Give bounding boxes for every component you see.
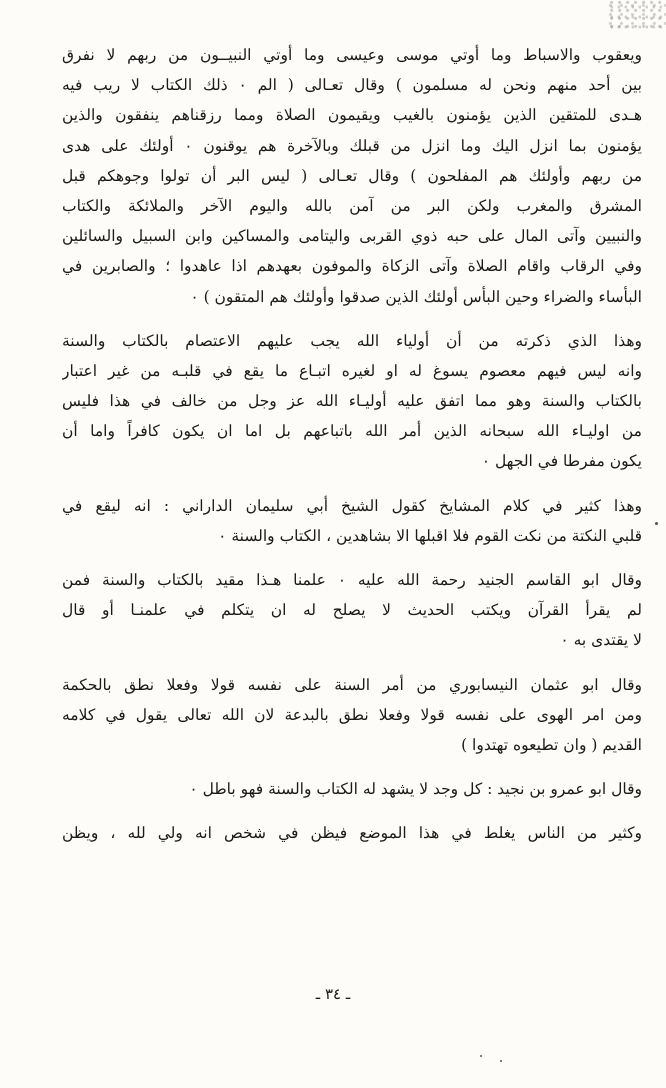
text-line: البأساء والضراء وحين البأس أولئك الذين صدقوا وأولئك هم المتقون ) ۰ (190, 287, 642, 306)
scan-speck (500, 1060, 502, 1062)
text-line: القديم ( وان تطيعوه تهتدوا ) (461, 735, 642, 754)
paragraph (62, 326, 642, 477)
text-line: وهذا كثير في كلام المشايخ كقول الشيخ أبي سليمان الداراني : انه ليقع في (62, 496, 642, 515)
text-line: من اوليـاء الله سبحانه الذين أمر الله باتباعهم بل اما ان يكون كافراً واما أن (62, 422, 642, 441)
text-line: وقال ابو عمرو بن نجيد : كل وجد لا يشهد له الكتاب والسنة فهو باطل ۰ (189, 780, 642, 799)
text-line: وكثير من الناس يغلط في هذا الموضع فيظن في شخص انه ولي لله ، ويظن (62, 824, 642, 843)
text-line: المشرق والمغرب ولكن البر من آمن بالله واليوم الآخر والملائكة والكتاب (62, 196, 642, 215)
text-line: بالكتاب والسنة وهو مما اتفق عليه أوليـاء الله عز وجل من خالف في هذا فليس (62, 392, 642, 411)
text-line: لم يقرأ القرآن ويكتب الحديث لا يصلح له ان يتكلم في علمنـا أو قال (62, 601, 642, 620)
text-line: هـدى للمتقين الذين يؤمنون بالغيب ويقيمون الصلاة ومما رزقناهم ينفقون والذين (62, 106, 642, 125)
text-line: يؤمنون بما انزل اليك وما انزل من قبلك وبالآخرة هم يوقنون ۰ أولئك على هدى (62, 136, 642, 155)
paragraph (62, 670, 642, 761)
text-line: يكون مفرطا في الجهل ۰ (481, 452, 642, 471)
page-number: ـ ٣٤ ـ (315, 985, 351, 1003)
text-line: والنبيين وآتى المال على حبه ذوي القربى واليتامى والمساكين وابن السبيل والسائلين (62, 227, 642, 246)
scan-speck (655, 522, 658, 525)
document-page (62, 40, 642, 1040)
paragraph (62, 491, 642, 551)
paragraph (62, 40, 642, 312)
text-line: ويعقوب والاسباط وما أوتي موسى وعيسى وما أوتي النبيــون من ربهم لا نفرق (62, 46, 642, 64)
text-line: وانه ليس فيهم معصوم يسوغ له او لغيره اتبـاع ما يقع في قلبـه من غير اعتبار (62, 361, 642, 380)
text-line: لا يقتدى به ۰ (560, 631, 642, 650)
text-line: قلبي النكتة من نكت القوم فلا اقبلها الا بشاهدين ، الكتاب والسنة ۰ (218, 526, 642, 545)
text-line: وقال ابو عثمان النيسابوري من أمر السنة على نفسه قولا وفعلا نطق بالحكمة (62, 675, 642, 694)
scan-speck (480, 1055, 482, 1057)
text-line: ومن امر الهوى على نفسه قولا وفعلا نطق بالبدعة لان الله تعالى يقول في كلامه (62, 705, 642, 724)
paragraph (62, 818, 642, 848)
text-line: من ربهم وأولئك هم المفلحون ) وقال تعـالى ( ليس البر أن تولوا وجوهكم قبل (62, 166, 642, 185)
text-line: وهذا الذي ذكرته من أن أولياء الله يجب عليهم الاعتصام بالكتاب والسنة (62, 331, 642, 350)
text-line: وفي الرقاب واقام الصلاة وآتى الزكاة والموفون بعهدهم اذا عاهدوا ؛ والصابرين في (62, 257, 642, 276)
text-line: وقال ابو القاسم الجنيد رحمة الله عليه ۰ علمنا هـذا مقيد بالكتاب والسنة فمن (62, 571, 642, 589)
text-line: بين أحد منهم ونحن له مسلمون ) وقال تعـالى ( الم ۰ ذلك الكتاب لا ريب فيه (62, 76, 642, 95)
scan-noise (606, 0, 666, 30)
paragraph (62, 565, 642, 656)
paragraph (62, 774, 642, 804)
